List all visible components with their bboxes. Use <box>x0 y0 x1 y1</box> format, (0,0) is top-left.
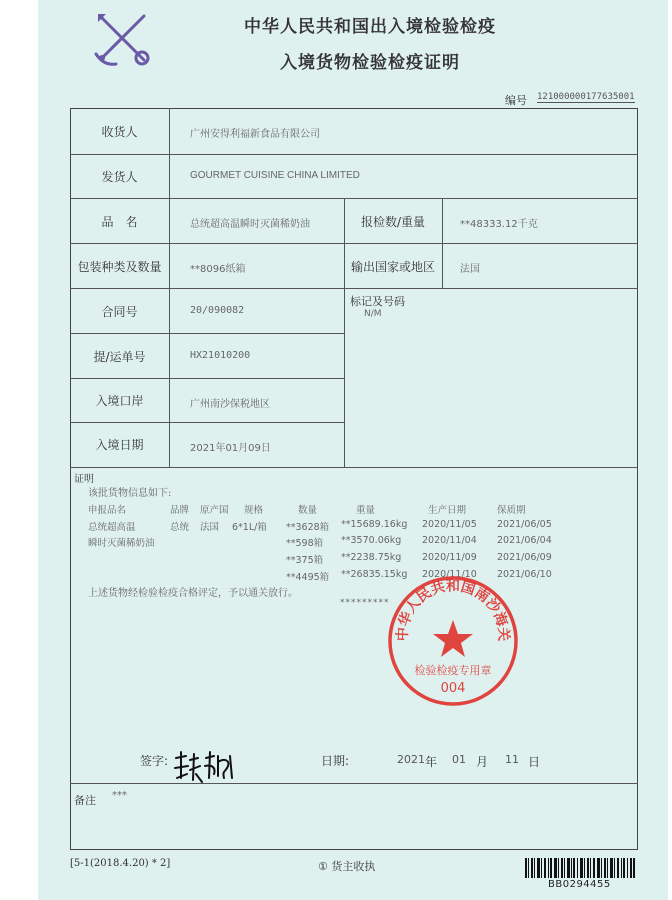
quantity-label: 报检数/重量 <box>360 215 426 229</box>
entry-date-label: 入境日期 <box>95 438 144 452</box>
row-divider <box>70 288 638 289</box>
stamp-arc-text: 中华人民共和国南沙海关 <box>394 578 512 642</box>
row-quantity: **598箱 <box>286 538 324 549</box>
row-weight: **15689.16kg <box>341 519 408 530</box>
stars-line: ********* <box>340 598 390 608</box>
row-quantity: **375箱 <box>286 555 324 566</box>
header-weight: 重量 <box>356 505 376 516</box>
remarks-label: 备注 <box>74 794 96 807</box>
quantity-value: **48333.12千克 <box>460 219 538 230</box>
official-seal-stamp <box>386 574 520 708</box>
row-expiry: 2021/06/04 <box>497 535 552 546</box>
product-value: 总统超高温瞬时灭菌稀奶油 <box>190 219 310 230</box>
row-divider <box>70 333 344 334</box>
barcode-number: BB0294455 <box>548 879 611 890</box>
entry-port-label: 入境口岸 <box>95 394 144 408</box>
col-divider <box>169 108 170 467</box>
sign-day: 11 <box>505 753 519 766</box>
header-origin: 原产国 <box>200 505 229 516</box>
bill-of-lading-label: 提/运单号 <box>93 350 146 364</box>
row-divider <box>70 422 344 423</box>
row-divider <box>70 243 638 244</box>
shipper-label: 发货人 <box>101 170 138 184</box>
month-unit: 月 <box>476 755 489 769</box>
stamp-number: 004 <box>440 681 466 696</box>
bill-of-lading-value: HX21010200 <box>190 350 251 361</box>
copy-label: ① 货主收执 <box>318 860 376 873</box>
entry-port-value: 广州南沙保税地区 <box>190 399 270 410</box>
serial-label: 编号 <box>505 94 527 107</box>
row-production-date: 2020/11/04 <box>422 535 477 546</box>
sign-month: 01 <box>452 753 466 766</box>
row-weight: **3570.06kg <box>341 535 402 546</box>
certificate-title: 证明 <box>74 474 94 485</box>
row-expiry: 2021/06/09 <box>497 552 552 563</box>
document-title: 中华人民共和国出入境检验检疫 <box>244 17 496 37</box>
header-product: 申报品名 <box>88 505 127 516</box>
consignee-label: 收货人 <box>101 125 138 139</box>
brand-value: 总统 <box>170 522 190 533</box>
customs-emblem-icon <box>92 8 154 70</box>
marks-label: 标记及号码 <box>350 295 405 308</box>
consignee-value: 广州安得利福新食品有限公司 <box>190 129 320 140</box>
day-unit: 日 <box>528 755 541 769</box>
packaging-label: 包装种类及数量 <box>77 260 162 274</box>
year-unit: 年 <box>425 755 438 769</box>
product-name-line1: 总统超高温 <box>88 522 136 533</box>
date-label: 日期: <box>321 754 350 768</box>
certificate-intro: 该批货物信息如下: <box>88 488 172 499</box>
origin-value: 法国 <box>460 264 480 275</box>
form-code: [5-1(2018.4.20) * 2] <box>70 858 171 869</box>
row-divider <box>70 378 344 379</box>
row-divider <box>70 467 638 468</box>
spec-value: 6*1L/箱 <box>232 522 267 533</box>
col-divider <box>442 198 443 288</box>
certificate-conclusion: 上述货物经检验检疫合格评定，予以通关放行。 <box>88 588 298 599</box>
contract-label: 合同号 <box>101 305 138 319</box>
row-production-date: 2020/11/10 <box>422 569 477 580</box>
contract-value: 20/090082 <box>190 305 245 316</box>
stamp-star-icon <box>433 620 473 657</box>
shipper-value: GOURMET CUISINE CHINA LIMITED <box>190 170 360 181</box>
row-expiry: 2021/06/10 <box>497 569 552 580</box>
row-quantity: **4495箱 <box>286 572 330 583</box>
remarks-value: *** <box>112 790 127 801</box>
origin-country-value: 法国 <box>200 522 220 533</box>
row-divider <box>70 783 638 784</box>
origin-label: 输出国家或地区 <box>350 260 435 274</box>
row-weight: **2238.75kg <box>341 552 402 563</box>
header-spec: 规格 <box>244 505 264 516</box>
header-production-date: 生产日期 <box>428 505 467 516</box>
col-divider <box>344 198 345 467</box>
stamp-inner-text: 检验检疫专用章 <box>414 664 492 677</box>
signature-label: 签字: <box>140 754 169 768</box>
header-quantity: 数量 <box>298 505 318 516</box>
barcode-icon <box>525 858 635 878</box>
marks-value: N/M <box>364 309 382 319</box>
document-subtitle: 入境货物检验检疫证明 <box>280 53 460 73</box>
header-shelf-life: 保质期 <box>497 505 526 516</box>
row-production-date: 2020/11/09 <box>422 552 477 563</box>
row-divider <box>70 154 638 155</box>
handwritten-signature <box>172 748 244 788</box>
serial-number: 121000000177635001 <box>537 92 635 102</box>
packaging-value: **8096纸箱 <box>190 264 246 275</box>
row-production-date: 2020/11/05 <box>422 519 477 530</box>
row-divider <box>70 198 638 199</box>
entry-date-value: 2021年01月09日 <box>190 443 271 454</box>
sign-year: 2021 <box>397 753 425 766</box>
row-quantity: **3628箱 <box>286 522 330 533</box>
header-brand: 品牌 <box>170 505 190 516</box>
product-name-line2: 瞬时灭菌稀奶油 <box>88 538 155 549</box>
product-label: 品 名 <box>101 215 138 229</box>
row-weight: **26835.15kg <box>341 569 408 580</box>
row-expiry: 2021/06/05 <box>497 519 552 530</box>
